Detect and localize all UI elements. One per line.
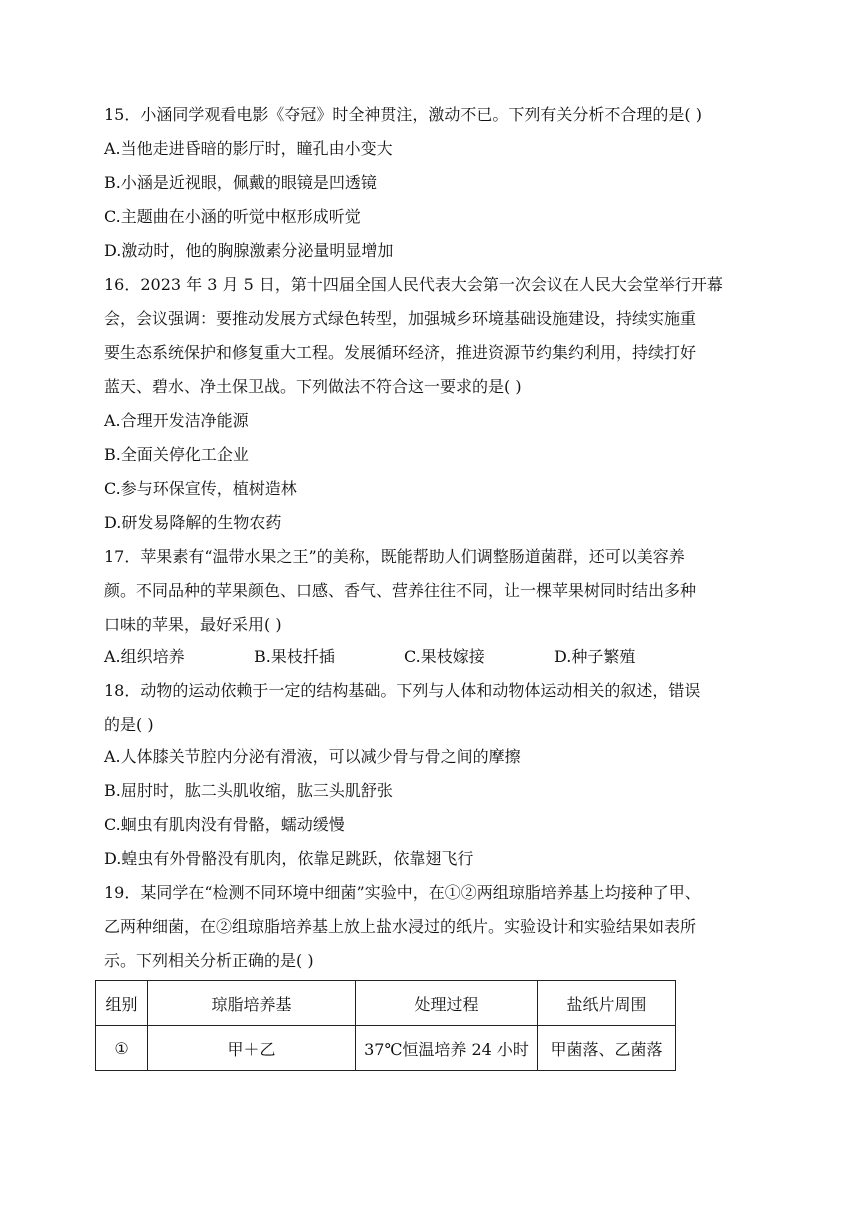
q17-option-b: B.果枝扦插 xyxy=(254,647,335,666)
q17-stem-line-1: 17．苹果素有“温带水果之王”的美称，既能帮助人们调整肠道菌群，还可以美容养 xyxy=(104,547,685,566)
q17-option-a: A.组织培养 xyxy=(104,647,185,666)
q15-stem: 15．小涵同学观看电影《夺冠》时全神贯注，激动不已。下列有关分析不合理的是( ) xyxy=(104,105,702,124)
q16-option-b: B.全面关停化工企业 xyxy=(104,445,249,464)
q19-stem-line-3: 示。下列相关分析正确的是( ) xyxy=(104,951,314,970)
table-cell: 37℃恒温培养 24 小时 xyxy=(356,1026,538,1071)
q17-stem-line-2: 颜。不同品种的苹果颜色、口感、香气、营养往往不同，让一棵苹果树同时结出多种 xyxy=(104,581,697,600)
table-header-cell: 盐纸片周围 xyxy=(538,981,676,1026)
q16-stem-line-4: 蓝天、碧水、净土保卫战。下列做法不符合这一要求的是( ) xyxy=(104,377,522,396)
table-header-cell: 处理过程 xyxy=(356,981,538,1026)
q16-option-c: C.参与环保宣传，植树造林 xyxy=(104,479,297,498)
experiment-table xyxy=(95,980,676,1071)
q18-option-a: A.人体膝关节腔内分泌有滑液，可以减少骨与骨之间的摩擦 xyxy=(104,747,521,766)
q16-stem-line-1: 16．2023 年 3 月 5 日，第十四届全国人民代表大会第一次会议在人民大会堂举行开幕 xyxy=(104,275,723,294)
q18-option-b: B.屈肘时，肱二头肌收缩，肱三头肌舒张 xyxy=(104,781,393,800)
q17-option-c: C.果枝嫁接 xyxy=(404,647,485,666)
table-cell: ① xyxy=(96,1026,148,1071)
q15-option-b: B.小涵是近视眼，佩戴的眼镜是凹透镜 xyxy=(104,173,377,192)
table-header-cell: 琼脂培养基 xyxy=(148,981,356,1026)
q17-option-d: D.种子繁殖 xyxy=(554,647,636,666)
q16-stem-line-3: 要生态系统保护和修复重大工程。发展循环经济，推进资源节约集约利用，持续打好 xyxy=(104,343,697,362)
q15-option-a: A.当他走进昏暗的影厅时，瞳孔由小变大 xyxy=(104,139,393,158)
q19-stem-line-2: 乙两种细菌，在②组琼脂培养基上放上盐水浸过的纸片。实验设计和实验结果如表所 xyxy=(104,917,697,936)
q16-option-a: A.合理开发洁净能源 xyxy=(104,411,249,430)
q18-stem-line-2: 的是( ) xyxy=(104,715,154,734)
q16-stem-line-2: 会，会议强调：要推动发展方式绿色转型，加强城乡环境基础设施建设，持续实施重 xyxy=(104,309,697,328)
table-row xyxy=(96,1026,676,1071)
table-header-cell: 组别 xyxy=(96,981,148,1026)
q17-stem-line-3: 口味的苹果，最好采用( ) xyxy=(104,615,282,634)
q15-option-d: D.激动时，他的胸腺激素分泌量明显增加 xyxy=(104,241,394,260)
q18-option-c: C.蛔虫有肌肉没有骨骼，蠕动缓慢 xyxy=(104,815,345,834)
q19-stem-line-1: 19．某同学在“检测不同环境中细菌”实验中，在①②两组琼脂培养基上均接种了甲、 xyxy=(104,883,701,902)
table-cell: 甲＋乙 xyxy=(148,1026,356,1071)
table-cell: 甲菌落、乙菌落 xyxy=(538,1026,676,1071)
q18-stem-line-1: 18．动物的运动依赖于一定的结构基础。下列与人体和动物体运动相关的叙述，错误 xyxy=(104,681,701,700)
q18-option-d: D.蝗虫有外骨骼没有肌肉，依靠足跳跃，依靠翅飞行 xyxy=(104,849,474,868)
q16-option-d: D.研发易降解的生物农药 xyxy=(104,513,282,532)
q15-option-c: C.主题曲在小涵的听觉中枢形成听觉 xyxy=(104,207,361,226)
table-header-row xyxy=(96,981,676,1026)
